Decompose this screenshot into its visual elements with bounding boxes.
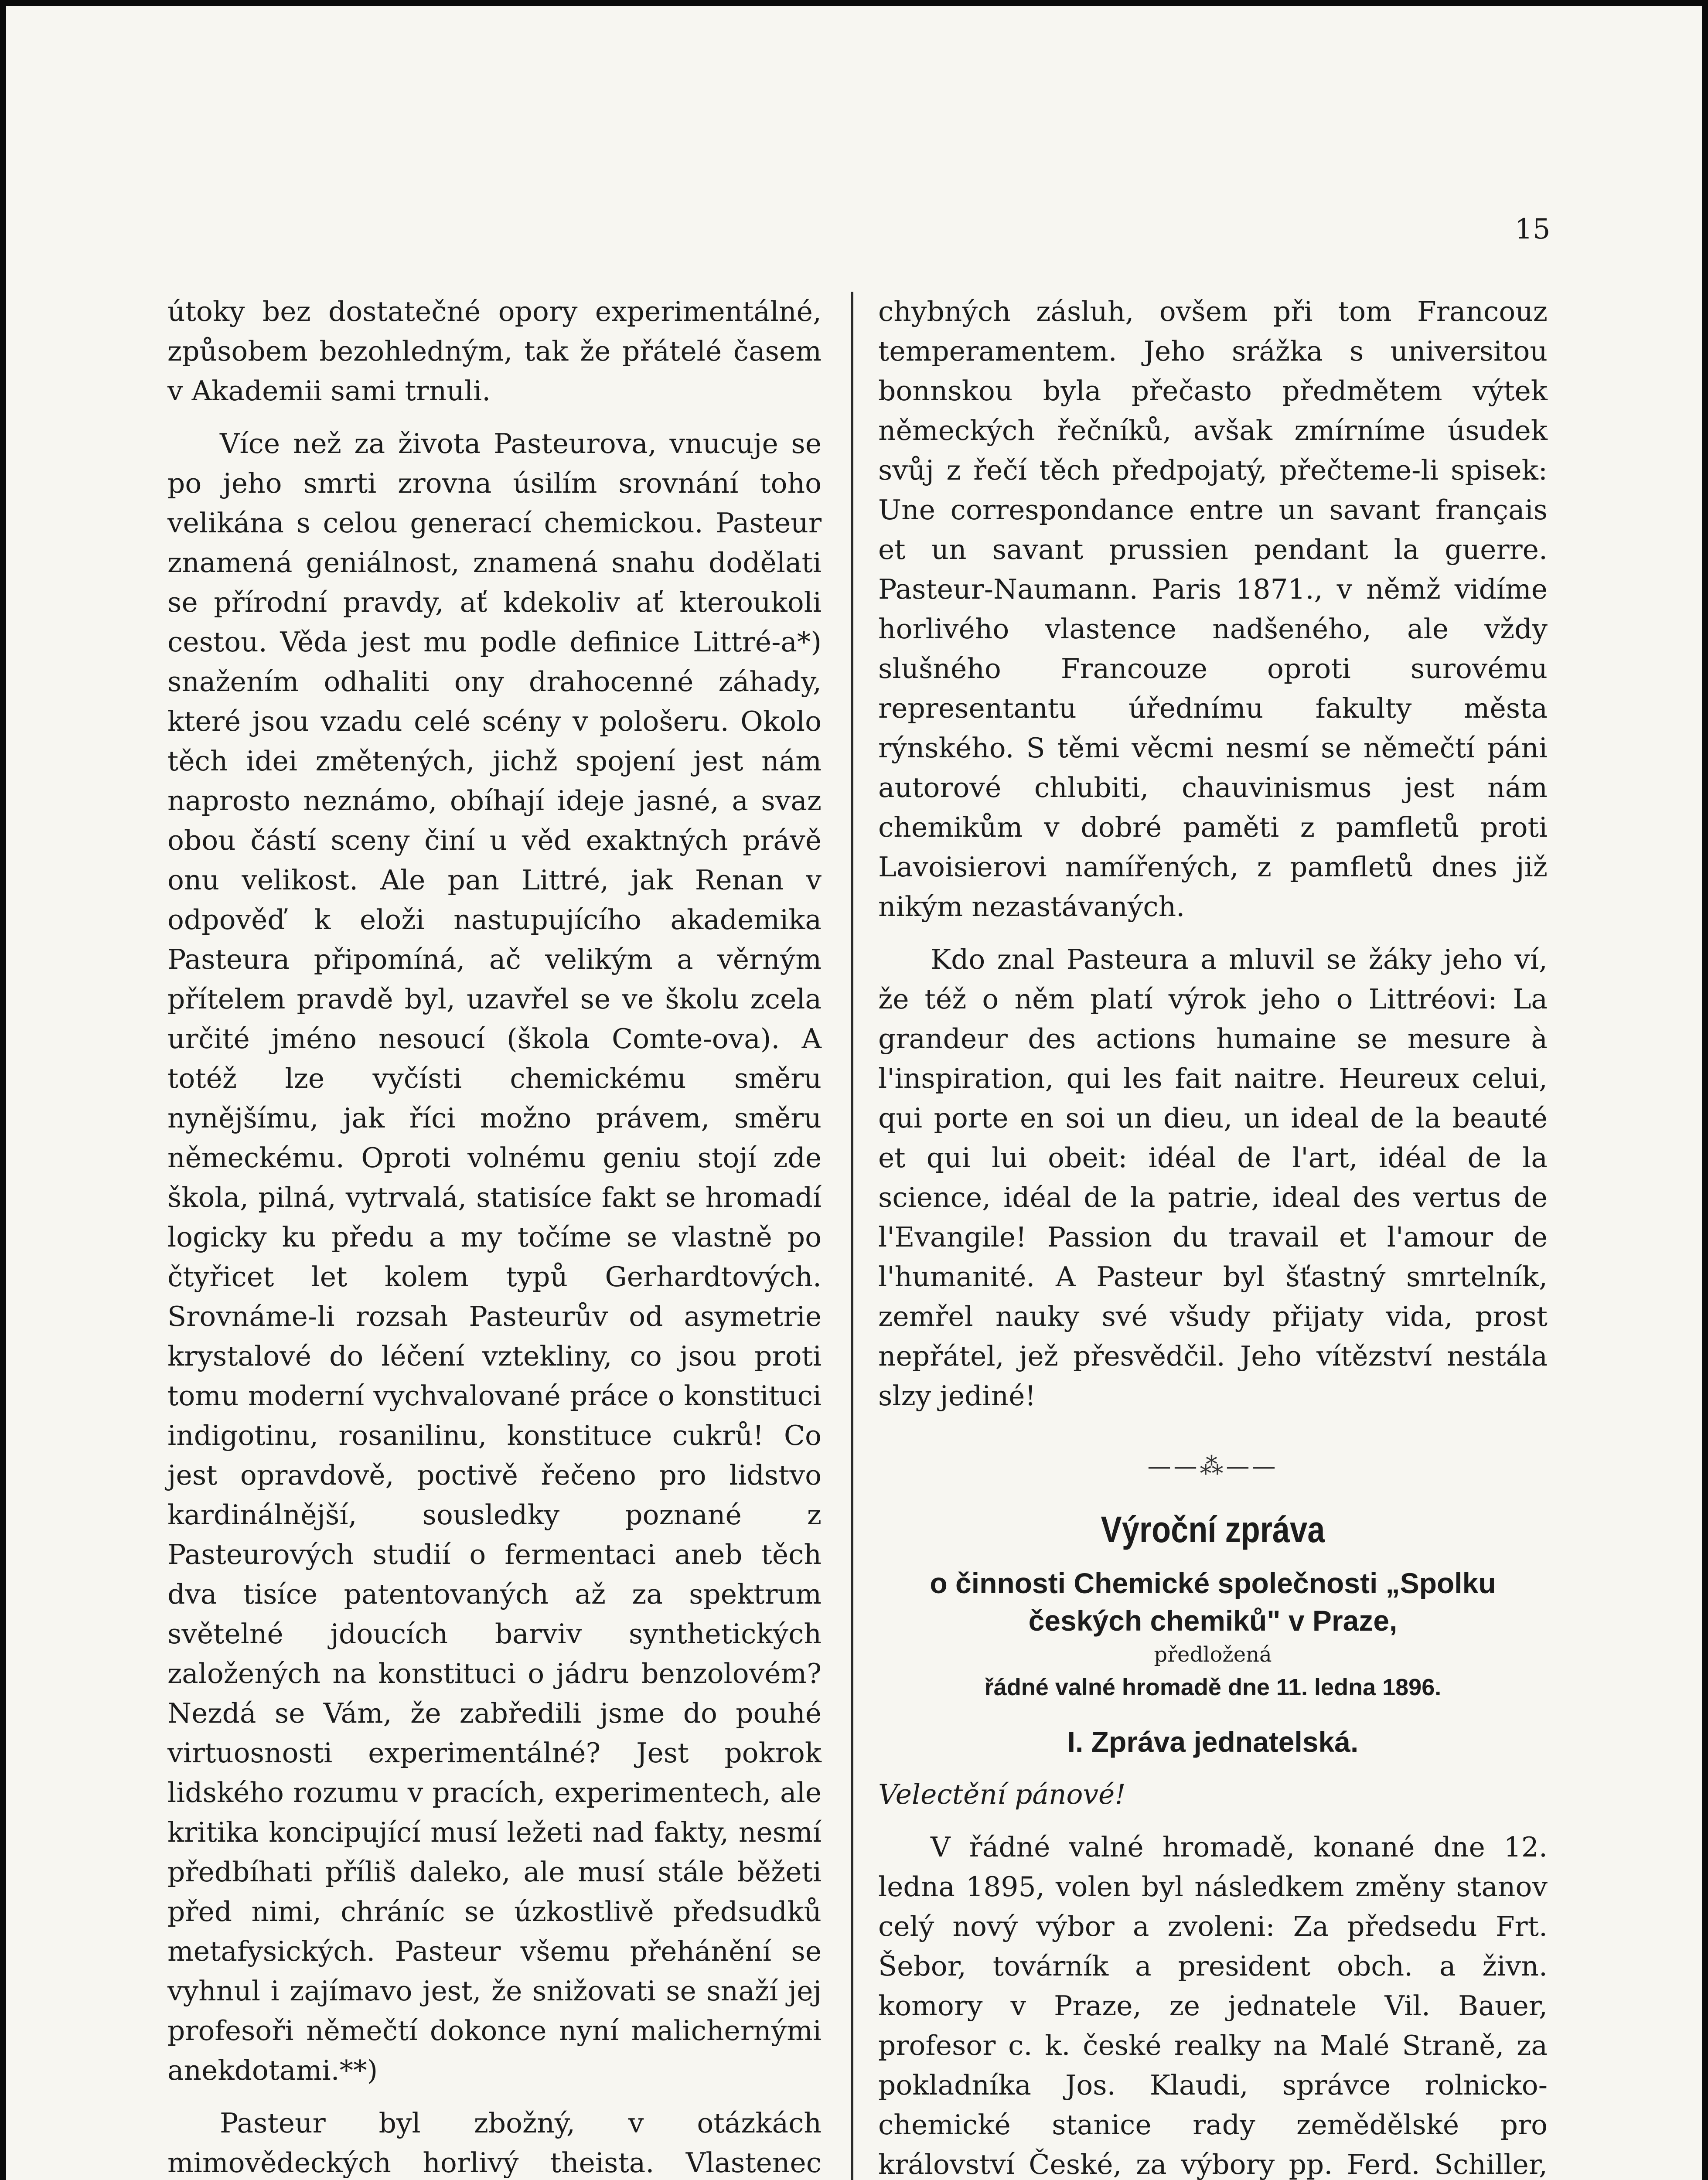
salutation: Velectění pánové! [878, 1778, 1126, 1810]
scanned-page [6, 6, 1702, 2180]
section-ornament: ——⁂—— [1147, 1452, 1278, 1480]
column-divider [851, 292, 853, 2180]
section-title: I. Zpráva jednatelská. [1067, 1726, 1359, 1758]
right-paragraph-2: Kdo znal Pasteura a mluvil se žáky jeho ví, že též o něm platí výrok jeho o Littréovi: La grandeur des actions humaine se mesure à l'inspiration, qui les fait naitre. Heureux celui, qui porte en soi un dieu, un ideal de la beauté et qui lui obeit: idéal de l'art, idéal de la science, idéal de la patrie, ideal des vertus de l'Evangile! Passion du travail et l'amour de l'humanité. A Pasteur byl šťastný smrtelník, zemřel nauky své všudy přijaty vida, prost nepřátel, jež přesvědčil. Jeho vítězství nestála slzy jediné! [878, 944, 1548, 1412]
right-column [878, 292, 1548, 2180]
left-paragraph-3: Pasteur byl zbožný, v otázkách mimovědeckých horlivý theista. Vlastenec [167, 2107, 822, 2179]
page-number: 15 [1515, 213, 1551, 245]
report-date: řádné valné hromadě dne 11. ledna 1896. [984, 1674, 1442, 1700]
right-paragraph-1: chybných zásluh, ovšem při tom Francouz temperamentem. Jeho srážka s universitou bonnskou byla přečasto předmětem výtek německých řečníků, avšak zmírníme úsudek svůj z řečí těch předpojatý, přečteme-li spisek: Une correspondance entre un savant français et un savant prussien pendant la guerre. Pasteur-Naumann. Paris 1871., v němž vidíme horlivého vlastence nadšeného, ale vždy slušného Francouze oproti surovému representantu úřednímu fakulty města rýnského. S těmi věcmi nesmí se němečtí páni autorové chlubiti, chauvinismus jest nám chemikům v dobré paměti z pamfletů proti Lavoisierovi namířených, z pamfletů dnes již nikým nezastávaných. [878, 296, 1548, 923]
report-presented: předložená [1154, 1642, 1272, 1667]
left-column [167, 292, 822, 2180]
left-paragraph-2: Více než za života Pasteurova, vnucuje se po jeho smrti zrovna úsilím srovnání toho velikána s celou generací chemickou. Pasteur znamená geniálnost, znamená snahu dodělati se přírodní pravdy, ať kdekoliv ať kteroukoli cestou. Věda jest mu podle definice Littré-a*) snažením odhaliti ony drahocenné záhady, které jsou vzadu celé scény v pološeru. Okolo těch idei změtených, jichž spojení jest nám naprosto neznámo, obíhají ideje jasné, a svaz obou částí sceny činí u věd exaktných právě onu velikost. Ale pan Littré, jak Renan v odpověď k eloži nastupujícího akademika Pasteura připomíná, ač velikým a věrným přítelem pravdě byl, uzavřel se ve školu zcela určité jméno nesoucí (škola Comte-ova). A totéž lze vyčísti chemickému směru nynějšímu, jak říci možno právem, směru německému. Oproti volnému geniu stojí zde škola, pilná, vytrvalá, statisíce fakt se hromadí logicky ku předu a my točíme se vlastně po čtyřicet let kolem typů Gerhardtových. Srovnáme-li rozsah Pasteurův od asymetrie krystalové do léčení vztekliny, co jsou proti tomu moderní vychvalované práce o konstituci indigotinu, rosanilinu, konstituce cukrů! Co jest opravdově, poctivě řečeno pro lidstvo kardinálnější, sousledky poznané z Pasteurových studií o fermentaci aneb těch dva tisíce patentovaných až za spektrum světelné jdoucích barviv synthetických založených na konstituci o jádru benzolovém? Nezdá se Vám, že zabředili jsme do pouhé virtuosnosti experimentálné? Jest pokrok lidského rozumu v pracích, experimentech, ale kritika koncipující musí ležeti nad fakty, nesmí předbíhati příliš daleko, ale musí stále běžeti před nimi, chráníc se úzkostlivě předsudků metafysických. Pasteur všemu přehánění se vyhnul i zajímavo jest, že snižovati se snaží jej profesoři němečtí dokonce nyní malichernými anekdotami.**) [167, 428, 822, 2086]
report-title: Výroční zpráva [1101, 1509, 1325, 1550]
left-paragraph-1: útoky bez dostatečné opory experimentálné, způsobem bezohledným, tak že přátelé časem v Akademii sami trnuli. [167, 296, 822, 407]
report-paragraph: V řádné valné hromadě, konané dne 12. ledna 1895, volen byl následkem změny stanov celý nový výbor a zvoleni: Za předsedu Frt. Šebor, továrník a president obch. a živn. komory v Praze, ze jednatele Vil. Bauer, profesor c. k. české realky na Malé Straně, za pokladníka Jos. Klaudi, správce rolnicko-chemické stanice rady zemědělské pro království České, za výbory pp. Ferd. Schiller, [878, 1831, 1548, 2180]
report-subtitle: o činnosti Chemické společnosti „Spolku českých chemiků" v Praze, [930, 1567, 1496, 1637]
